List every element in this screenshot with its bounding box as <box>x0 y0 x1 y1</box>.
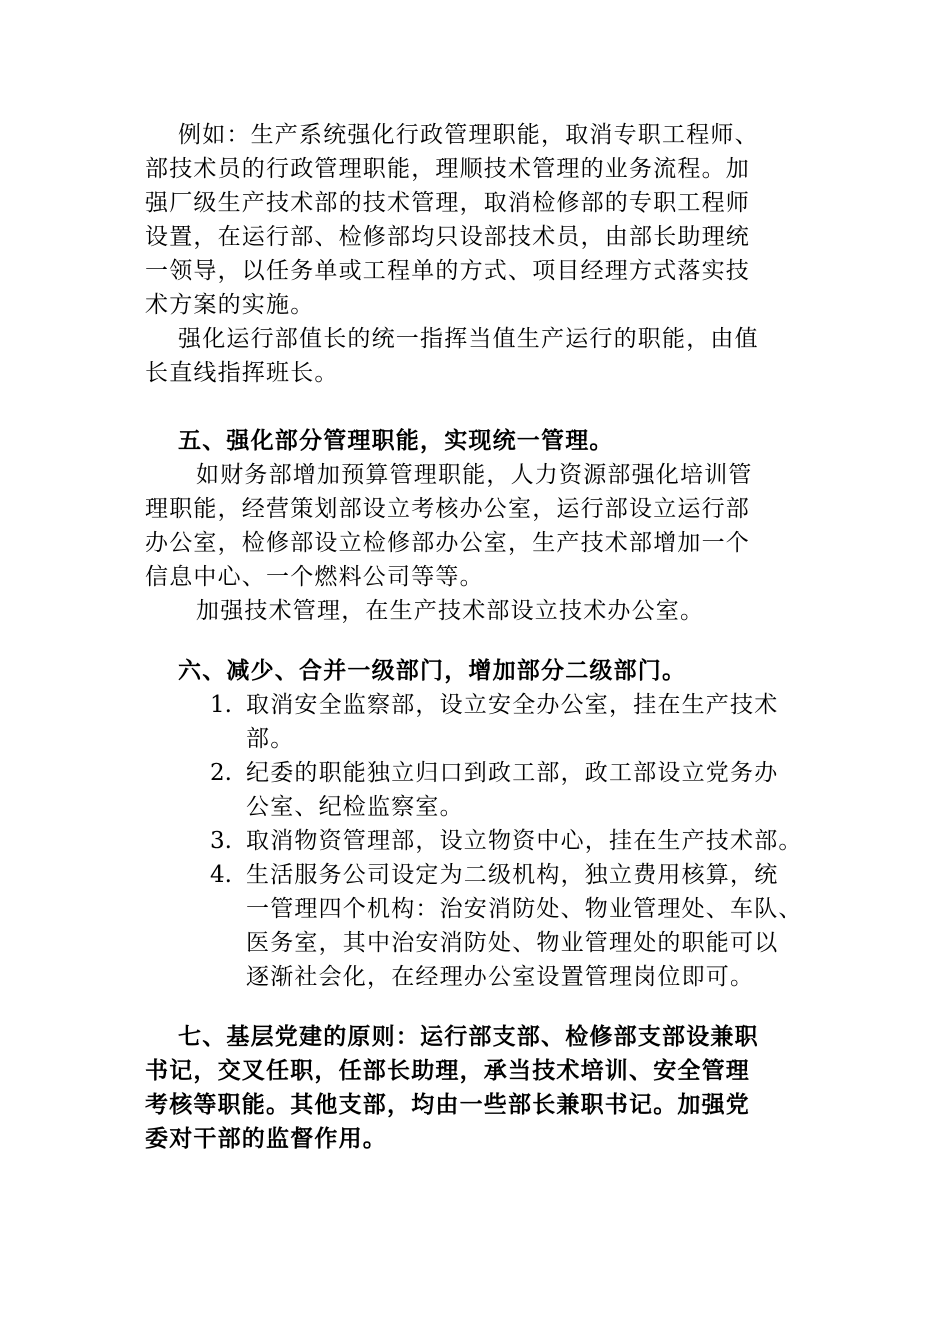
paragraph-1-line-2: 部技术员的行政管理职能，理顺技术管理的业务流程。加 <box>145 156 750 182</box>
list-item-3-number: 3. <box>210 828 232 854</box>
section-5-paragraph-1-line-3: 办公室，检修部设立检修部办公室，生产技术部增加一个 <box>145 530 750 556</box>
paragraph-1-line-1: 例如：生产系统强化行政管理职能，取消专职工程师、 <box>178 122 759 148</box>
list-item-2-number: 2. <box>210 760 232 786</box>
section-5-paragraph-1-line-2: 理职能，经营策划部设立考核办公室，运行部设立运行部 <box>145 496 750 522</box>
paragraph-2-line-2: 长直线指挥班长。 <box>145 360 339 386</box>
list-item-2-line-2: 公室、纪检监察室。 <box>246 794 464 820</box>
section-6-heading: 六、减少、合并一级部门，增加部分二级部门。 <box>178 657 687 684</box>
list-item-4-number: 4. <box>210 862 232 888</box>
list-item-4-line-2: 一管理四个机构：治安消防处、物业管理处、车队、 <box>246 896 803 922</box>
list-item-1-line-2: 部。 <box>246 726 295 752</box>
section-5-paragraph-2: 加强技术管理，在生产技术部设立技术办公室。 <box>196 598 705 624</box>
list-item-2-line-1: 纪委的职能独立归口到政工部，政工部设立党务办 <box>246 760 779 786</box>
section-7-line-3: 考核等职能。其他支部，均由一些部长兼职书记。加强党 <box>145 1091 750 1118</box>
section-5-paragraph-1-line-4: 信息中心、一个燃料公司等等。 <box>145 564 484 590</box>
section-7-line-4: 委对干部的监督作用。 <box>145 1125 387 1152</box>
list-item-1-number: 1. <box>210 692 232 718</box>
list-item-4-line-4: 逐渐社会化，在经理办公室设置管理岗位即可。 <box>246 964 755 990</box>
list-item-4-line-3: 医务室，其中治安消防处、物业管理处的职能可以 <box>246 930 779 956</box>
list-item-1-line-1: 取消安全监察部，设立安全办公室，挂在生产技术 <box>246 692 779 718</box>
paragraph-1-line-4: 设置，在运行部、检修部均只设部技术员，由部长助理统 <box>145 224 750 250</box>
section-5-paragraph-1-line-1: 如财务部增加预算管理职能，人力资源部强化培训管 <box>196 462 753 488</box>
paragraph-1-line-5: 一领导，以任务单或工程单的方式、项目经理方式落实技 <box>145 258 750 284</box>
list-item-4-line-1: 生活服务公司设定为二级机构，独立费用核算，统 <box>246 862 779 888</box>
section-5-heading: 五、强化部分管理职能，实现统一管理。 <box>178 427 614 454</box>
paragraph-1-line-3: 强厂级生产技术部的技术管理，取消检修部的专职工程师 <box>145 190 750 216</box>
paragraph-2-line-1: 强化运行部值长的统一指挥当值生产运行的职能，由值 <box>178 326 759 352</box>
paragraph-1-line-6: 术方案的实施。 <box>145 292 315 318</box>
section-7-line-2: 书记，交叉任职，任部长助理，承当技术培训、安全管理 <box>145 1057 750 1084</box>
section-7-line-1: 七、基层党建的原则：运行部支部、检修部支部设兼职 <box>178 1023 759 1050</box>
list-item-3-line-1: 取消物资管理部，设立物资中心，挂在生产技术部。 <box>246 828 803 854</box>
